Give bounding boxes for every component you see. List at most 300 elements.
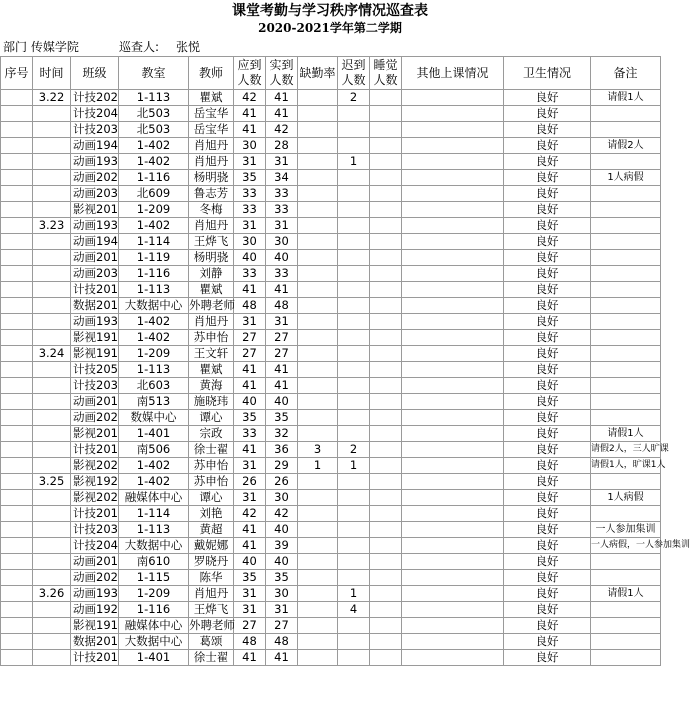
col-expected-cell: 41 — [234, 378, 266, 394]
col-sleep-cell — [370, 458, 402, 474]
col-hygiene-cell: 良好 — [504, 346, 591, 362]
col-expected-cell: 48 — [234, 298, 266, 314]
col-date-cell — [33, 394, 71, 410]
col-other-cell — [402, 458, 504, 474]
col-class-cell: 计技203 — [71, 522, 119, 538]
col-hygiene-cell: 良好 — [504, 330, 591, 346]
col-class-cell: 影视191 — [71, 618, 119, 634]
col-teacher-cell: 肖旭丹 — [189, 586, 234, 602]
table-row — [1, 346, 661, 362]
col-hygiene-cell: 良好 — [504, 426, 591, 442]
col-teacher-cell: 刘静 — [189, 266, 234, 282]
col-note-cell — [591, 650, 661, 666]
col-other-cell — [402, 298, 504, 314]
col-sleep-cell — [370, 186, 402, 202]
col-seq-cell — [1, 394, 33, 410]
table-row — [1, 554, 661, 570]
col-note-cell — [591, 218, 661, 234]
col-actual-cell: 27 — [266, 330, 298, 346]
col-expected-cell: 41 — [234, 650, 266, 666]
col-class-cell: 影视192 — [71, 474, 119, 490]
col-note-cell — [591, 186, 661, 202]
col-other-cell — [402, 570, 504, 586]
col-date-cell: 3.22 — [33, 90, 71, 106]
col-note-cell — [591, 362, 661, 378]
col-late-cell — [338, 506, 370, 522]
col-absent-rate-cell — [298, 506, 338, 522]
col-hygiene-cell: 良好 — [504, 202, 591, 218]
col-sleep-cell — [370, 634, 402, 650]
col-class-cell: 计技205 — [71, 362, 119, 378]
col-note-cell — [591, 314, 661, 330]
col-hygiene-cell: 良好 — [504, 522, 591, 538]
col-class-cell: 计技201 — [71, 442, 119, 458]
col-sleep-cell — [370, 522, 402, 538]
col-absent-rate-cell — [298, 138, 338, 154]
col-expected-cell: 30 — [234, 234, 266, 250]
col-class-cell: 影视201 — [71, 426, 119, 442]
col-seq-cell — [1, 522, 33, 538]
col-other-cell — [402, 538, 504, 554]
col-note-cell — [591, 346, 661, 362]
col-actual-cell: 33 — [266, 202, 298, 218]
col-room-cell: 1-402 — [119, 138, 189, 154]
col-actual-cell: 32 — [266, 426, 298, 442]
col-absent-rate-cell — [298, 234, 338, 250]
col-expected-cell: 27 — [234, 330, 266, 346]
table-row — [1, 458, 661, 474]
semester-label: 2020-2021学年第二学期 — [258, 21, 402, 35]
col-other-cell — [402, 234, 504, 250]
col-note-cell — [591, 554, 661, 570]
col-hygiene-cell: 良好 — [504, 506, 591, 522]
col-seq-cell — [1, 346, 33, 362]
col-note-cell: 1人病假 — [591, 170, 661, 186]
col-absent-rate-cell — [298, 490, 338, 506]
col-expected-cell: 31 — [234, 602, 266, 618]
col-actual-cell: 31 — [266, 218, 298, 234]
col-room-cell: 1-114 — [119, 506, 189, 522]
col-note-cell — [591, 634, 661, 650]
col-hygiene-cell: 良好 — [504, 314, 591, 330]
col-seq-cell — [1, 314, 33, 330]
col-class-cell: 数据201 — [71, 634, 119, 650]
col-date-cell: 3.24 — [33, 346, 71, 362]
col-date-cell — [33, 522, 71, 538]
col-late-cell — [338, 282, 370, 298]
col-hygiene-header: 卫生情况 — [504, 57, 591, 90]
col-sleep-cell — [370, 650, 402, 666]
col-absent-rate-cell — [298, 426, 338, 442]
col-class-cell: 动画201 — [71, 394, 119, 410]
col-teacher-cell: 葛颂 — [189, 634, 234, 650]
col-hygiene-cell: 良好 — [504, 442, 591, 458]
table-row — [1, 442, 661, 458]
col-expected-cell: 41 — [234, 282, 266, 298]
col-note-cell — [591, 618, 661, 634]
col-room-cell: 1-209 — [119, 586, 189, 602]
col-expected-cell: 31 — [234, 314, 266, 330]
col-expected-cell: 27 — [234, 346, 266, 362]
col-teacher-cell: 肖旭丹 — [189, 314, 234, 330]
col-other-cell — [402, 250, 504, 266]
col-seq-cell — [1, 202, 33, 218]
table-row — [1, 522, 661, 538]
col-absent-rate-cell — [298, 170, 338, 186]
col-date-cell — [33, 298, 71, 314]
col-class-cell: 动画193 — [71, 586, 119, 602]
col-actual-cell: 40 — [266, 554, 298, 570]
col-class-cell: 影视202 — [71, 458, 119, 474]
col-date-cell — [33, 426, 71, 442]
col-room-cell: 1-113 — [119, 362, 189, 378]
col-absent-rate-cell — [298, 106, 338, 122]
col-date-cell — [33, 554, 71, 570]
col-class-cell: 计技204 — [71, 538, 119, 554]
col-sleep-cell — [370, 474, 402, 490]
col-class-cell: 动画193 — [71, 314, 119, 330]
table-row — [1, 634, 661, 650]
col-expected-cell: 30 — [234, 138, 266, 154]
col-hygiene-cell: 良好 — [504, 122, 591, 138]
col-note-cell — [591, 298, 661, 314]
col-date-cell — [33, 282, 71, 298]
col-note-cell: 请假2人，三人旷课 — [591, 442, 661, 458]
col-hygiene-cell: 良好 — [504, 490, 591, 506]
col-note-cell — [591, 106, 661, 122]
col-teacher-cell: 苏申怡 — [189, 474, 234, 490]
table-row — [1, 426, 661, 442]
col-note-cell: 一人病假，一人参加集训 — [591, 538, 661, 554]
col-class-cell: 动画202 — [71, 410, 119, 426]
col-other-cell — [402, 602, 504, 618]
col-date-cell — [33, 154, 71, 170]
col-expected-cell: 26 — [234, 474, 266, 490]
col-room-cell: 数媒中心 — [119, 410, 189, 426]
col-absent-rate-cell — [298, 362, 338, 378]
col-actual-cell: 42 — [266, 506, 298, 522]
col-sleep-cell — [370, 202, 402, 218]
col-late-cell — [338, 522, 370, 538]
col-teacher-cell: 杨明骁 — [189, 170, 234, 186]
col-note-cell — [591, 394, 661, 410]
col-seq-cell — [1, 282, 33, 298]
col-late-cell — [338, 122, 370, 138]
col-teacher-cell: 徐士翟 — [189, 442, 234, 458]
col-absent-rate-cell — [298, 202, 338, 218]
inspection-table — [0, 56, 690, 666]
col-actual-cell: 31 — [266, 602, 298, 618]
col-date-cell — [33, 234, 71, 250]
table-row — [1, 362, 661, 378]
col-room-cell: 1-402 — [119, 474, 189, 490]
col-seq-cell — [1, 634, 33, 650]
col-seq-cell — [1, 618, 33, 634]
col-date-cell — [33, 138, 71, 154]
col-date-cell: 3.23 — [33, 218, 71, 234]
col-class-cell: 动画194 — [71, 234, 119, 250]
col-late-cell — [338, 538, 370, 554]
col-late-cell — [338, 106, 370, 122]
col-absent-rate-cell — [298, 554, 338, 570]
col-hygiene-cell: 良好 — [504, 586, 591, 602]
col-hygiene-cell: 良好 — [504, 138, 591, 154]
col-teacher-cell: 王烨飞 — [189, 602, 234, 618]
table-row — [1, 330, 661, 346]
col-note-cell: 请假1人 — [591, 426, 661, 442]
col-other-cell — [402, 282, 504, 298]
col-date-header: 时间 — [33, 57, 71, 90]
col-date-cell — [33, 314, 71, 330]
col-late-cell — [338, 298, 370, 314]
col-date-cell — [33, 506, 71, 522]
col-hygiene-cell: 良好 — [504, 362, 591, 378]
table-row — [1, 490, 661, 506]
col-late-cell: 1 — [338, 458, 370, 474]
col-actual-cell: 41 — [266, 362, 298, 378]
col-seq-cell — [1, 330, 33, 346]
col-other-cell — [402, 138, 504, 154]
col-sleep-cell — [370, 234, 402, 250]
col-absent-rate-cell — [298, 474, 338, 490]
col-late-cell — [338, 186, 370, 202]
col-other-cell — [402, 586, 504, 602]
col-absent-rate-cell — [298, 266, 338, 282]
col-absent-rate-cell — [298, 90, 338, 106]
col-sleep-cell — [370, 250, 402, 266]
col-teacher-cell: 杨明骁 — [189, 250, 234, 266]
col-absent-rate-cell — [298, 154, 338, 170]
col-teacher-cell: 外聘老师 — [189, 298, 235, 312]
table-row — [1, 266, 661, 282]
col-note-cell — [591, 330, 661, 346]
col-absent-rate-cell — [298, 602, 338, 618]
col-expected-cell: 41 — [234, 362, 266, 378]
col-class-cell: 影视202 — [71, 490, 119, 506]
col-note-cell — [591, 410, 661, 426]
col-hygiene-cell: 良好 — [504, 474, 591, 490]
col-note-cell: 请假1人 — [591, 586, 661, 602]
table-row — [1, 234, 661, 250]
col-room-cell: 北603 — [119, 378, 189, 394]
col-room-cell: 1-114 — [119, 234, 189, 250]
sheet-title: 课堂考勤与学习秩序情况巡查表 — [232, 3, 428, 19]
table-row — [1, 506, 661, 522]
col-hygiene-cell: 良好 — [504, 634, 591, 650]
table-row — [1, 602, 661, 618]
col-expected-cell: 41 — [234, 106, 266, 122]
col-late-header: 迟到人数 — [338, 57, 370, 90]
col-teacher-cell: 王烨飞 — [189, 234, 234, 250]
col-late-cell — [338, 554, 370, 570]
col-other-cell — [402, 154, 504, 170]
table-row — [1, 170, 661, 186]
col-actual-cell: 41 — [266, 650, 298, 666]
col-absent-rate-header: 缺勤率 — [298, 57, 338, 90]
col-date-cell — [33, 538, 71, 554]
col-expected-cell: 48 — [234, 634, 266, 650]
col-actual-cell: 41 — [266, 106, 298, 122]
col-other-cell — [402, 506, 504, 522]
col-note-cell — [591, 266, 661, 282]
col-room-cell: 1-402 — [119, 154, 189, 170]
col-late-cell — [338, 394, 370, 410]
col-absent-rate-cell — [298, 122, 338, 138]
col-other-cell — [402, 426, 504, 442]
col-seq-cell — [1, 650, 33, 666]
table-row — [1, 570, 661, 586]
col-sleep-cell — [370, 602, 402, 618]
col-class-cell: 动画202 — [71, 170, 119, 186]
col-late-cell — [338, 650, 370, 666]
col-late-cell: 2 — [338, 442, 370, 458]
col-actual-cell: 33 — [266, 186, 298, 202]
col-late-cell — [338, 170, 370, 186]
col-seq-cell — [1, 490, 33, 506]
col-actual-cell: 40 — [266, 522, 298, 538]
col-late-cell — [338, 378, 370, 394]
col-actual-cell: 27 — [266, 346, 298, 362]
col-other-cell — [402, 522, 504, 538]
col-room-cell: 1-401 — [119, 650, 189, 666]
col-expected-cell: 35 — [234, 410, 266, 426]
col-seq-cell — [1, 586, 33, 602]
col-absent-rate-cell — [298, 330, 338, 346]
col-hygiene-cell: 良好 — [504, 186, 591, 202]
col-actual-cell: 26 — [266, 474, 298, 490]
col-other-cell — [402, 634, 504, 650]
col-seq-cell — [1, 554, 33, 570]
col-seq-cell — [1, 186, 33, 202]
col-class-cell: 动画194 — [71, 138, 119, 154]
col-sleep-cell — [370, 314, 402, 330]
col-note-cell: 请假1人，旷课1人 — [591, 458, 661, 474]
col-date-cell — [33, 650, 71, 666]
table-row — [1, 618, 661, 634]
col-note-cell: 请假2人 — [591, 138, 661, 154]
col-expected-header: 应到人数 — [234, 57, 266, 90]
col-class-cell: 影视201 — [71, 202, 119, 218]
col-late-cell — [338, 314, 370, 330]
table-row — [1, 538, 661, 554]
col-absent-rate-cell — [298, 282, 338, 298]
col-room-cell: 1-402 — [119, 314, 189, 330]
col-teacher-header: 教师 — [189, 57, 234, 90]
col-teacher-cell: 施晓玮 — [189, 394, 234, 410]
table-header — [1, 57, 661, 90]
col-expected-cell: 31 — [234, 154, 266, 170]
col-seq-header: 序号 — [1, 57, 33, 90]
col-sleep-cell — [370, 154, 402, 170]
col-late-cell — [338, 618, 370, 634]
col-date-cell — [33, 570, 71, 586]
table-row — [1, 378, 661, 394]
col-seq-cell — [1, 506, 33, 522]
col-room-cell: 大数据中心 — [119, 298, 189, 314]
col-seq-cell — [1, 154, 33, 170]
col-expected-cell: 33 — [234, 186, 266, 202]
col-late-cell — [338, 346, 370, 362]
col-teacher-cell: 宗政 — [189, 426, 234, 442]
col-absent-rate-cell — [298, 410, 338, 426]
col-room-cell: 南513 — [119, 394, 189, 410]
col-teacher-cell: 刘艳 — [189, 506, 234, 522]
col-class-cell: 动画202 — [71, 570, 119, 586]
col-hygiene-cell: 良好 — [504, 458, 591, 474]
col-hygiene-cell: 良好 — [504, 106, 591, 122]
col-date-cell — [33, 602, 71, 618]
col-room-cell: 1-113 — [119, 282, 189, 298]
col-late-cell: 1 — [338, 586, 370, 602]
table-row — [1, 138, 661, 154]
col-date-cell — [33, 170, 71, 186]
col-seq-cell — [1, 426, 33, 442]
department-label: 部门 传媒学院 — [3, 40, 79, 54]
col-absent-rate-cell — [298, 650, 338, 666]
col-actual-cell: 48 — [266, 298, 298, 314]
col-seq-cell — [1, 362, 33, 378]
table-body — [1, 90, 690, 666]
col-absent-rate-cell — [298, 538, 338, 554]
col-class-cell: 影视191 — [71, 346, 119, 362]
col-absent-rate-cell — [298, 634, 338, 650]
col-room-cell: 融媒体中心 — [119, 618, 189, 634]
col-hygiene-cell: 良好 — [504, 650, 591, 666]
col-teacher-cell: 戴妮娜 — [189, 538, 234, 554]
inspector-name: 张悦 — [176, 40, 201, 54]
col-seq-cell — [1, 106, 33, 122]
col-room-cell: 1-209 — [119, 202, 189, 218]
col-room-cell: 大数据中心 — [119, 538, 189, 554]
col-note-header: 备注 — [591, 57, 661, 90]
col-teacher-cell: 黄海 — [189, 378, 234, 394]
table-row — [1, 410, 661, 426]
inspector-label: 巡查人: — [119, 40, 160, 54]
col-note-cell — [591, 570, 661, 586]
col-teacher-cell: 鲁志芳 — [189, 186, 234, 202]
col-expected-cell: 40 — [234, 394, 266, 410]
col-absent-rate-cell — [298, 250, 338, 266]
col-actual-cell: 35 — [266, 410, 298, 426]
col-expected-cell: 42 — [234, 90, 266, 106]
col-other-cell — [402, 218, 504, 234]
col-date-cell: 3.26 — [33, 586, 71, 602]
col-teacher-cell: 黄超 — [189, 522, 234, 538]
col-class-cell: 动画193 — [71, 218, 119, 234]
col-hygiene-cell: 良好 — [504, 154, 591, 170]
col-other-cell — [402, 330, 504, 346]
col-absent-rate-cell — [298, 218, 338, 234]
col-expected-cell: 31 — [234, 458, 266, 474]
col-class-cell: 计技201 — [71, 506, 119, 522]
col-late-cell: 1 — [338, 154, 370, 170]
header-row — [1, 57, 661, 90]
table-row — [1, 186, 661, 202]
col-note-cell: 请假1人 — [591, 90, 661, 106]
col-late-cell — [338, 426, 370, 442]
col-teacher-cell: 肖旭丹 — [189, 218, 234, 234]
col-class-cell: 计技202 — [71, 90, 119, 106]
col-hygiene-cell: 良好 — [504, 298, 591, 314]
col-class-cell: 计技201 — [71, 650, 119, 666]
col-hygiene-cell: 良好 — [504, 90, 591, 106]
col-actual-cell: 30 — [266, 490, 298, 506]
col-room-cell: 1-402 — [119, 218, 189, 234]
table-row — [1, 586, 661, 602]
col-late-cell — [338, 234, 370, 250]
col-hygiene-cell: 良好 — [504, 218, 591, 234]
col-date-cell — [33, 410, 71, 426]
